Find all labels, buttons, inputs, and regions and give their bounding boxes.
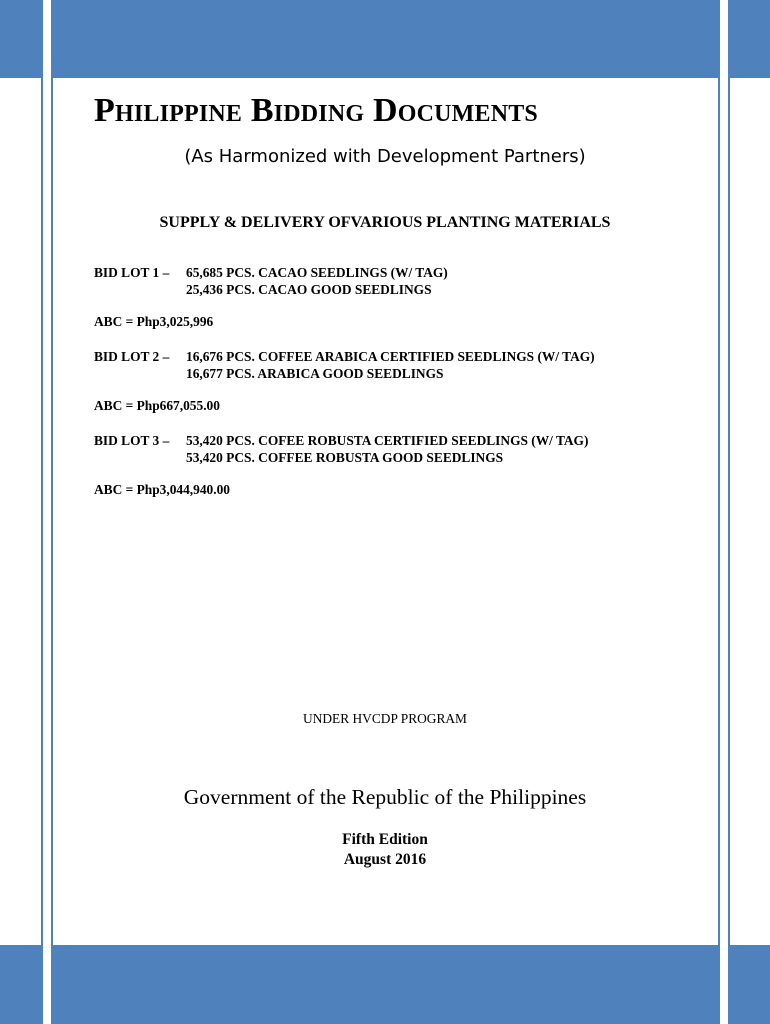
edition-label: Fifth Edition [342,831,428,848]
abc-lot-1: ABC = Php3,025,996 [94,314,214,329]
government-name: Government of the Republic of the Philippines [183,785,587,809]
document-subtitle: (As Harmonized with Development Partners) [184,146,586,167]
bid-lot-label: BID LOT 2 – [94,349,170,364]
bid-lot-item: 53,420 PCS. COFEE ROBUSTA CERTIFIED SEEDLINGS (W/ TAG) [186,433,589,448]
document-title: Philippine Bidding Documents [94,92,538,129]
bid-lot-label: BID LOT 1 – [94,265,170,280]
bid-lot-label: BID LOT 3 – [94,433,170,448]
bid-lot-item: 16,677 PCS. ARABICA GOOD SEEDLINGS [186,366,444,381]
bid-lot-1 [94,264,448,298]
bid-lot-item: 53,420 PCS. COFFEE ROBUSTA GOOD SEEDLINGS [186,450,504,465]
project-title: SUPPLY & DELIVERY OFVARIOUS PLANTING MATERIALS [159,214,611,231]
program-label: UNDER HVCDP PROGRAM [303,711,467,726]
bid-lot-item: 25,436 PCS. CACAO GOOD SEEDLINGS [186,282,432,297]
bid-lot-item: 65,685 PCS. CACAO SEEDLINGS (W/ TAG) [186,265,448,280]
bid-lot-2 [94,348,595,382]
bid-lot-3 [94,432,588,466]
abc-lot-3: ABC = Php3,044,940.00 [94,482,230,497]
edition-block [0,830,770,870]
abc-lot-2: ABC = Php667,055.00 [94,398,220,413]
edition-date: August 2016 [343,851,427,868]
bid-lot-item: 16,676 PCS. COFFEE ARABICA CERTIFIED SEEDLINGS (W/ TAG) [186,349,595,364]
